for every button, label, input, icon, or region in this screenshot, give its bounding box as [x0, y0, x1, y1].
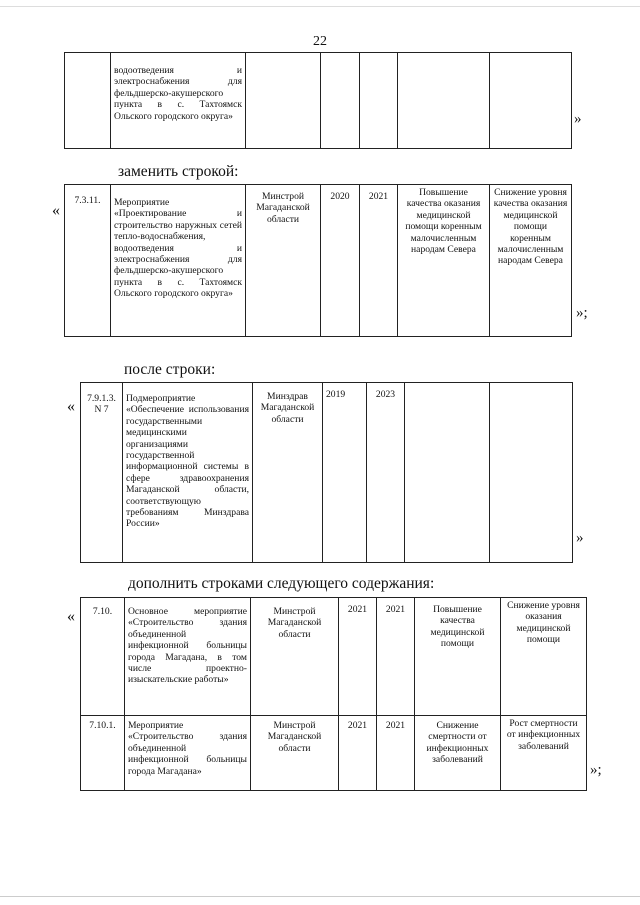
- closing-quote: »;: [576, 305, 588, 321]
- exec-cell: Минстрой Магаданской области: [246, 185, 321, 337]
- end-cell: 2021: [360, 185, 398, 337]
- result-cell: Повышение качества медицинской помощи: [415, 598, 501, 716]
- start-cell: 2021: [339, 716, 377, 791]
- name-cell: Мероприятие «Строительство здания объединенной инфекционной больницы города Магадана»: [125, 716, 251, 791]
- table-row: [81, 598, 587, 716]
- table-row: [81, 716, 587, 791]
- addition-table: [80, 597, 587, 791]
- section-heading: дополнить строками следующего содержания:: [128, 575, 435, 592]
- num-cell: 7.10.: [81, 598, 125, 716]
- start-cell: [321, 53, 360, 149]
- opening-quote: «: [67, 608, 75, 625]
- num-cell: [65, 53, 111, 149]
- indicator-cell: Снижение уровня качества оказания медицинской помощи коренным малочисленным народам Севера: [490, 185, 572, 337]
- name-cell: водоотведения и электроснабжения для фельдшерско-акушерского пункта в с. Тахтоямск Ольского городского округа»: [111, 53, 246, 149]
- result-cell: Снижение смертности от инфекционных заболеваний: [415, 716, 501, 791]
- closing-quote: »: [576, 530, 584, 546]
- closing-quote: »: [574, 111, 582, 127]
- after-table: [80, 382, 573, 563]
- scan-mark: [0, 6, 640, 7]
- num-cell: 7.9.1.3. N 7: [81, 383, 123, 563]
- end-cell: 2023: [367, 383, 405, 563]
- result-cell: Повышение качества оказания медицинской помощи коренным малочисленным народам Севера: [398, 185, 490, 337]
- indicator-cell: Рост смертности от инфекционных заболеваний: [501, 716, 587, 791]
- indicator-cell: Снижение уровня оказания медицинской помощи: [501, 598, 587, 716]
- name-cell: Мероприятие «Проектирование и строительство наружных сетей тепло-водоснабжения, водоотведения и электроснабжения для фельдшерско-акушерского пункта в с. Тахтоямск Ольского городского округа»: [111, 185, 246, 337]
- table-row: [65, 185, 572, 337]
- name-cell: Основное мероприятие «Строительство здания объединенной инфекционной больницы города Магадана, в том числе проектно-изыскательские работы»: [125, 598, 251, 716]
- opening-quote: «: [67, 398, 75, 415]
- result-cell: [405, 383, 490, 563]
- start-cell: 2019: [323, 383, 367, 563]
- exec-cell: Минстрой Магаданской области: [251, 716, 339, 791]
- indicator-cell: [490, 53, 572, 149]
- table-row: [81, 383, 573, 563]
- opening-quote: «: [52, 202, 60, 219]
- name-cell: Подмероприятие «Обеспечение использования государственными медицинскими организациями государственной информационной системы в сфере здравоохранения Магаданской области, соответствующую требованиям Минздрава России»: [123, 383, 253, 563]
- replacement-table: [64, 184, 572, 337]
- section-heading: заменить строкой:: [118, 163, 239, 180]
- exec-cell: Минздрав Магаданской области: [253, 383, 323, 563]
- end-cell: 2021: [377, 598, 415, 716]
- page-number: 22: [313, 34, 327, 49]
- exec-cell: [246, 53, 321, 149]
- closing-quote: »;: [590, 762, 602, 778]
- result-cell: [398, 53, 490, 149]
- end-cell: 2021: [377, 716, 415, 791]
- start-cell: 2020: [321, 185, 360, 337]
- top-table: [64, 52, 572, 149]
- num-cell: 7.10.1.: [81, 716, 125, 791]
- section-heading: после строки:: [124, 361, 216, 378]
- table-row: [65, 53, 572, 149]
- num-cell: 7.3.11.: [65, 185, 111, 337]
- indicator-cell: [490, 383, 573, 563]
- exec-cell: Минстрой Магаданской области: [251, 598, 339, 716]
- end-cell: [360, 53, 398, 149]
- scan-mark: [0, 896, 640, 897]
- start-cell: 2021: [339, 598, 377, 716]
